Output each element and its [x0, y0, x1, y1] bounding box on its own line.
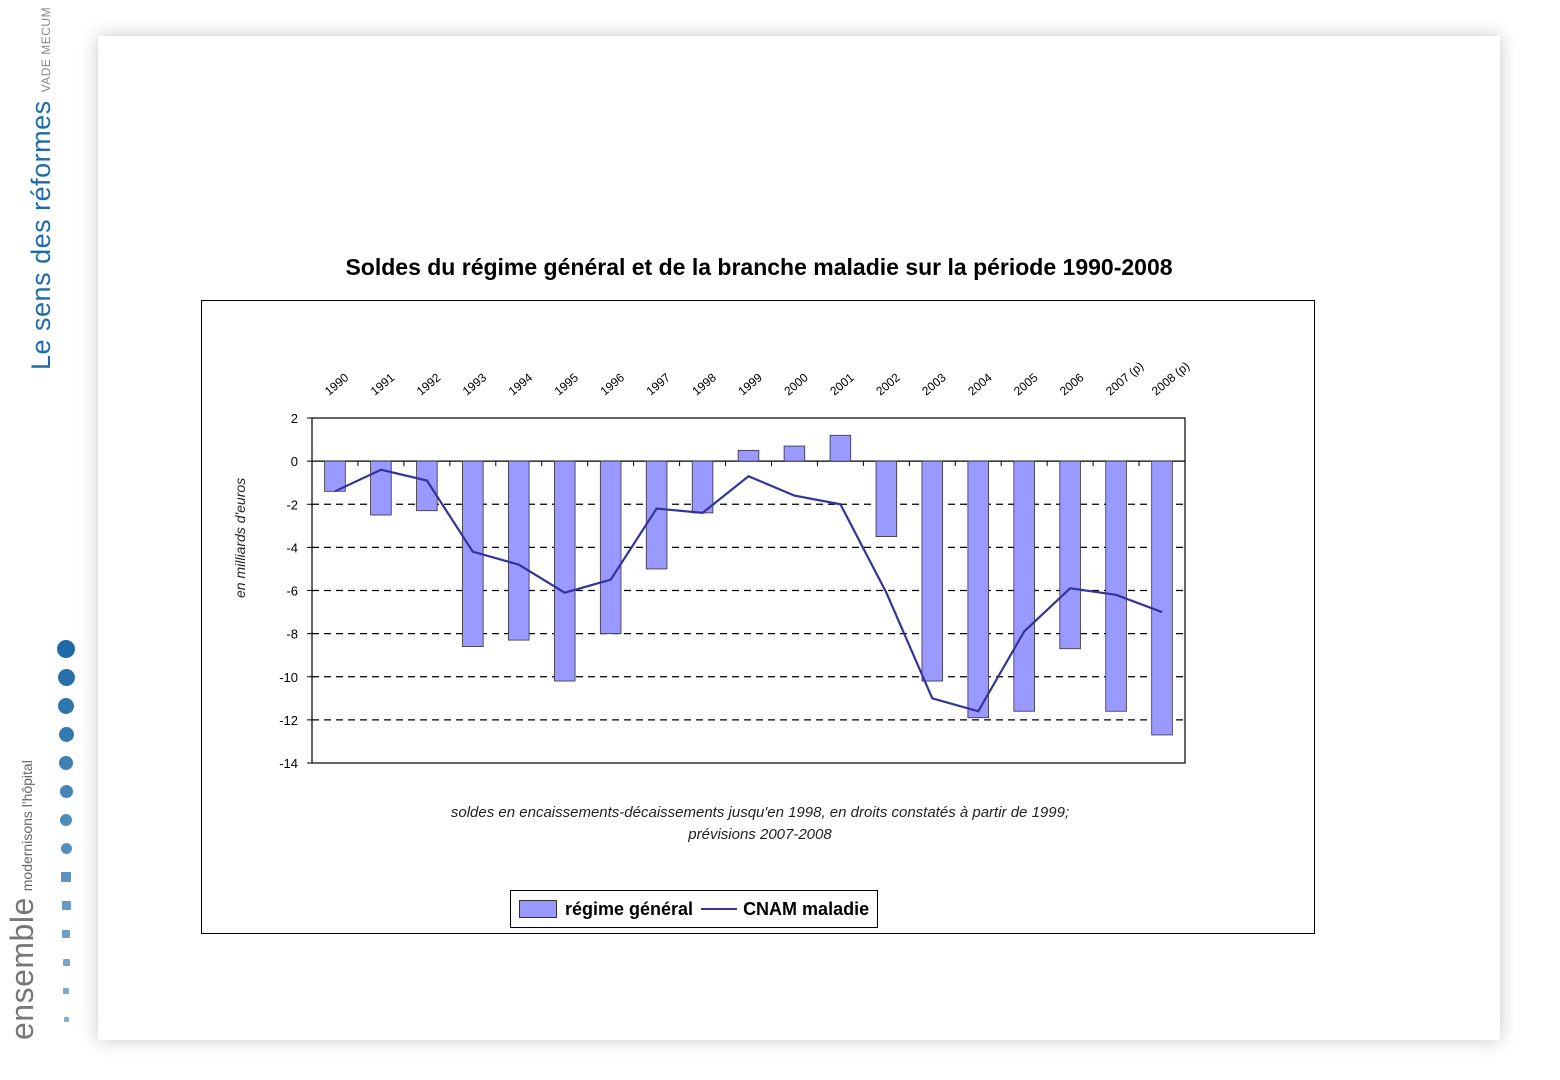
- bar-regime-general: [1106, 461, 1127, 711]
- bar-regime-general: [554, 461, 575, 681]
- ensemble-logo-text: ensemble: [4, 897, 40, 1040]
- chart-legend: [510, 890, 878, 928]
- bar-regime-general: [876, 461, 897, 536]
- y-tick-label: -14: [279, 756, 298, 771]
- x-tick-label: 1998: [689, 370, 719, 399]
- x-tick-label: 2006: [1057, 370, 1087, 399]
- legend-swatch-bar: [519, 900, 557, 918]
- chart-note-line1: soldes en encaissements-décaissements jusqu'en 1998, en droits constatés à partir de 1999;: [450, 804, 1070, 821]
- x-tick-label: 2002: [873, 370, 903, 399]
- bar-regime-general: [417, 461, 438, 511]
- bar-regime-general: [692, 461, 713, 513]
- brand-title: Le sens des réformes: [26, 100, 56, 370]
- bar-regime-general: [784, 446, 805, 461]
- x-tick-label: 2001: [827, 370, 857, 399]
- bar-regime-general: [508, 461, 529, 640]
- x-tick-label: 1996: [597, 370, 628, 399]
- x-tick-label: 1995: [551, 370, 582, 399]
- chart-note: [300, 802, 1220, 846]
- y-tick-label: -6: [286, 583, 298, 599]
- bar-regime-general: [1152, 461, 1173, 735]
- y-tick-label: -10: [279, 669, 298, 685]
- y-tick-label: -4: [286, 540, 298, 556]
- x-tick-label: 1990: [321, 370, 352, 399]
- x-tick-label: 1997: [643, 370, 673, 399]
- x-tick-label: 1992: [413, 370, 444, 399]
- bar-regime-general: [600, 461, 621, 634]
- brand-subtitle: VADE MECUM: [39, 6, 53, 93]
- y-tick-label: 0: [290, 454, 298, 470]
- bar-regime-general: [922, 461, 943, 681]
- x-tick-label: 2000: [781, 370, 811, 399]
- y-tick-label: -2: [286, 497, 298, 513]
- y-axis-label: en milliards d'euros: [232, 477, 248, 598]
- x-tick-label: 2007 (p): [1103, 358, 1147, 399]
- x-tick-label: 1994: [505, 370, 536, 399]
- bar-regime-general: [1014, 461, 1035, 711]
- legend-swatch-line: [701, 908, 737, 910]
- x-tick-label: 2003: [919, 370, 949, 399]
- y-tick-label: -8: [286, 626, 298, 642]
- x-tick-label: 1991: [367, 370, 398, 399]
- bar-regime-general: [1060, 461, 1081, 649]
- chart-note-line2: prévisions 2007-2008: [688, 826, 832, 843]
- legend-label-regime: régime général: [565, 898, 694, 919]
- bar-regime-general: [968, 461, 989, 718]
- x-tick-label: 1993: [459, 370, 490, 399]
- y-tick-label: 2: [290, 411, 298, 426]
- x-tick-label: 2008 (p): [1148, 358, 1193, 399]
- y-tick-label: -12: [279, 712, 298, 728]
- x-tick-label: 1999: [735, 370, 765, 399]
- x-tick-label: 2004: [965, 370, 995, 399]
- bar-regime-general: [830, 435, 851, 461]
- legend-label-cnam: CNAM maladie: [743, 898, 870, 919]
- x-tick-label: 2005: [1011, 370, 1041, 399]
- bar-regime-general: [738, 450, 759, 461]
- bar-regime-general: [646, 461, 667, 569]
- ensemble-tagline: modernisons l'hôpital: [19, 760, 35, 892]
- chart-title: Soldes du régime général et de la branche maladie sur la période 1990-2008: [345, 254, 1173, 280]
